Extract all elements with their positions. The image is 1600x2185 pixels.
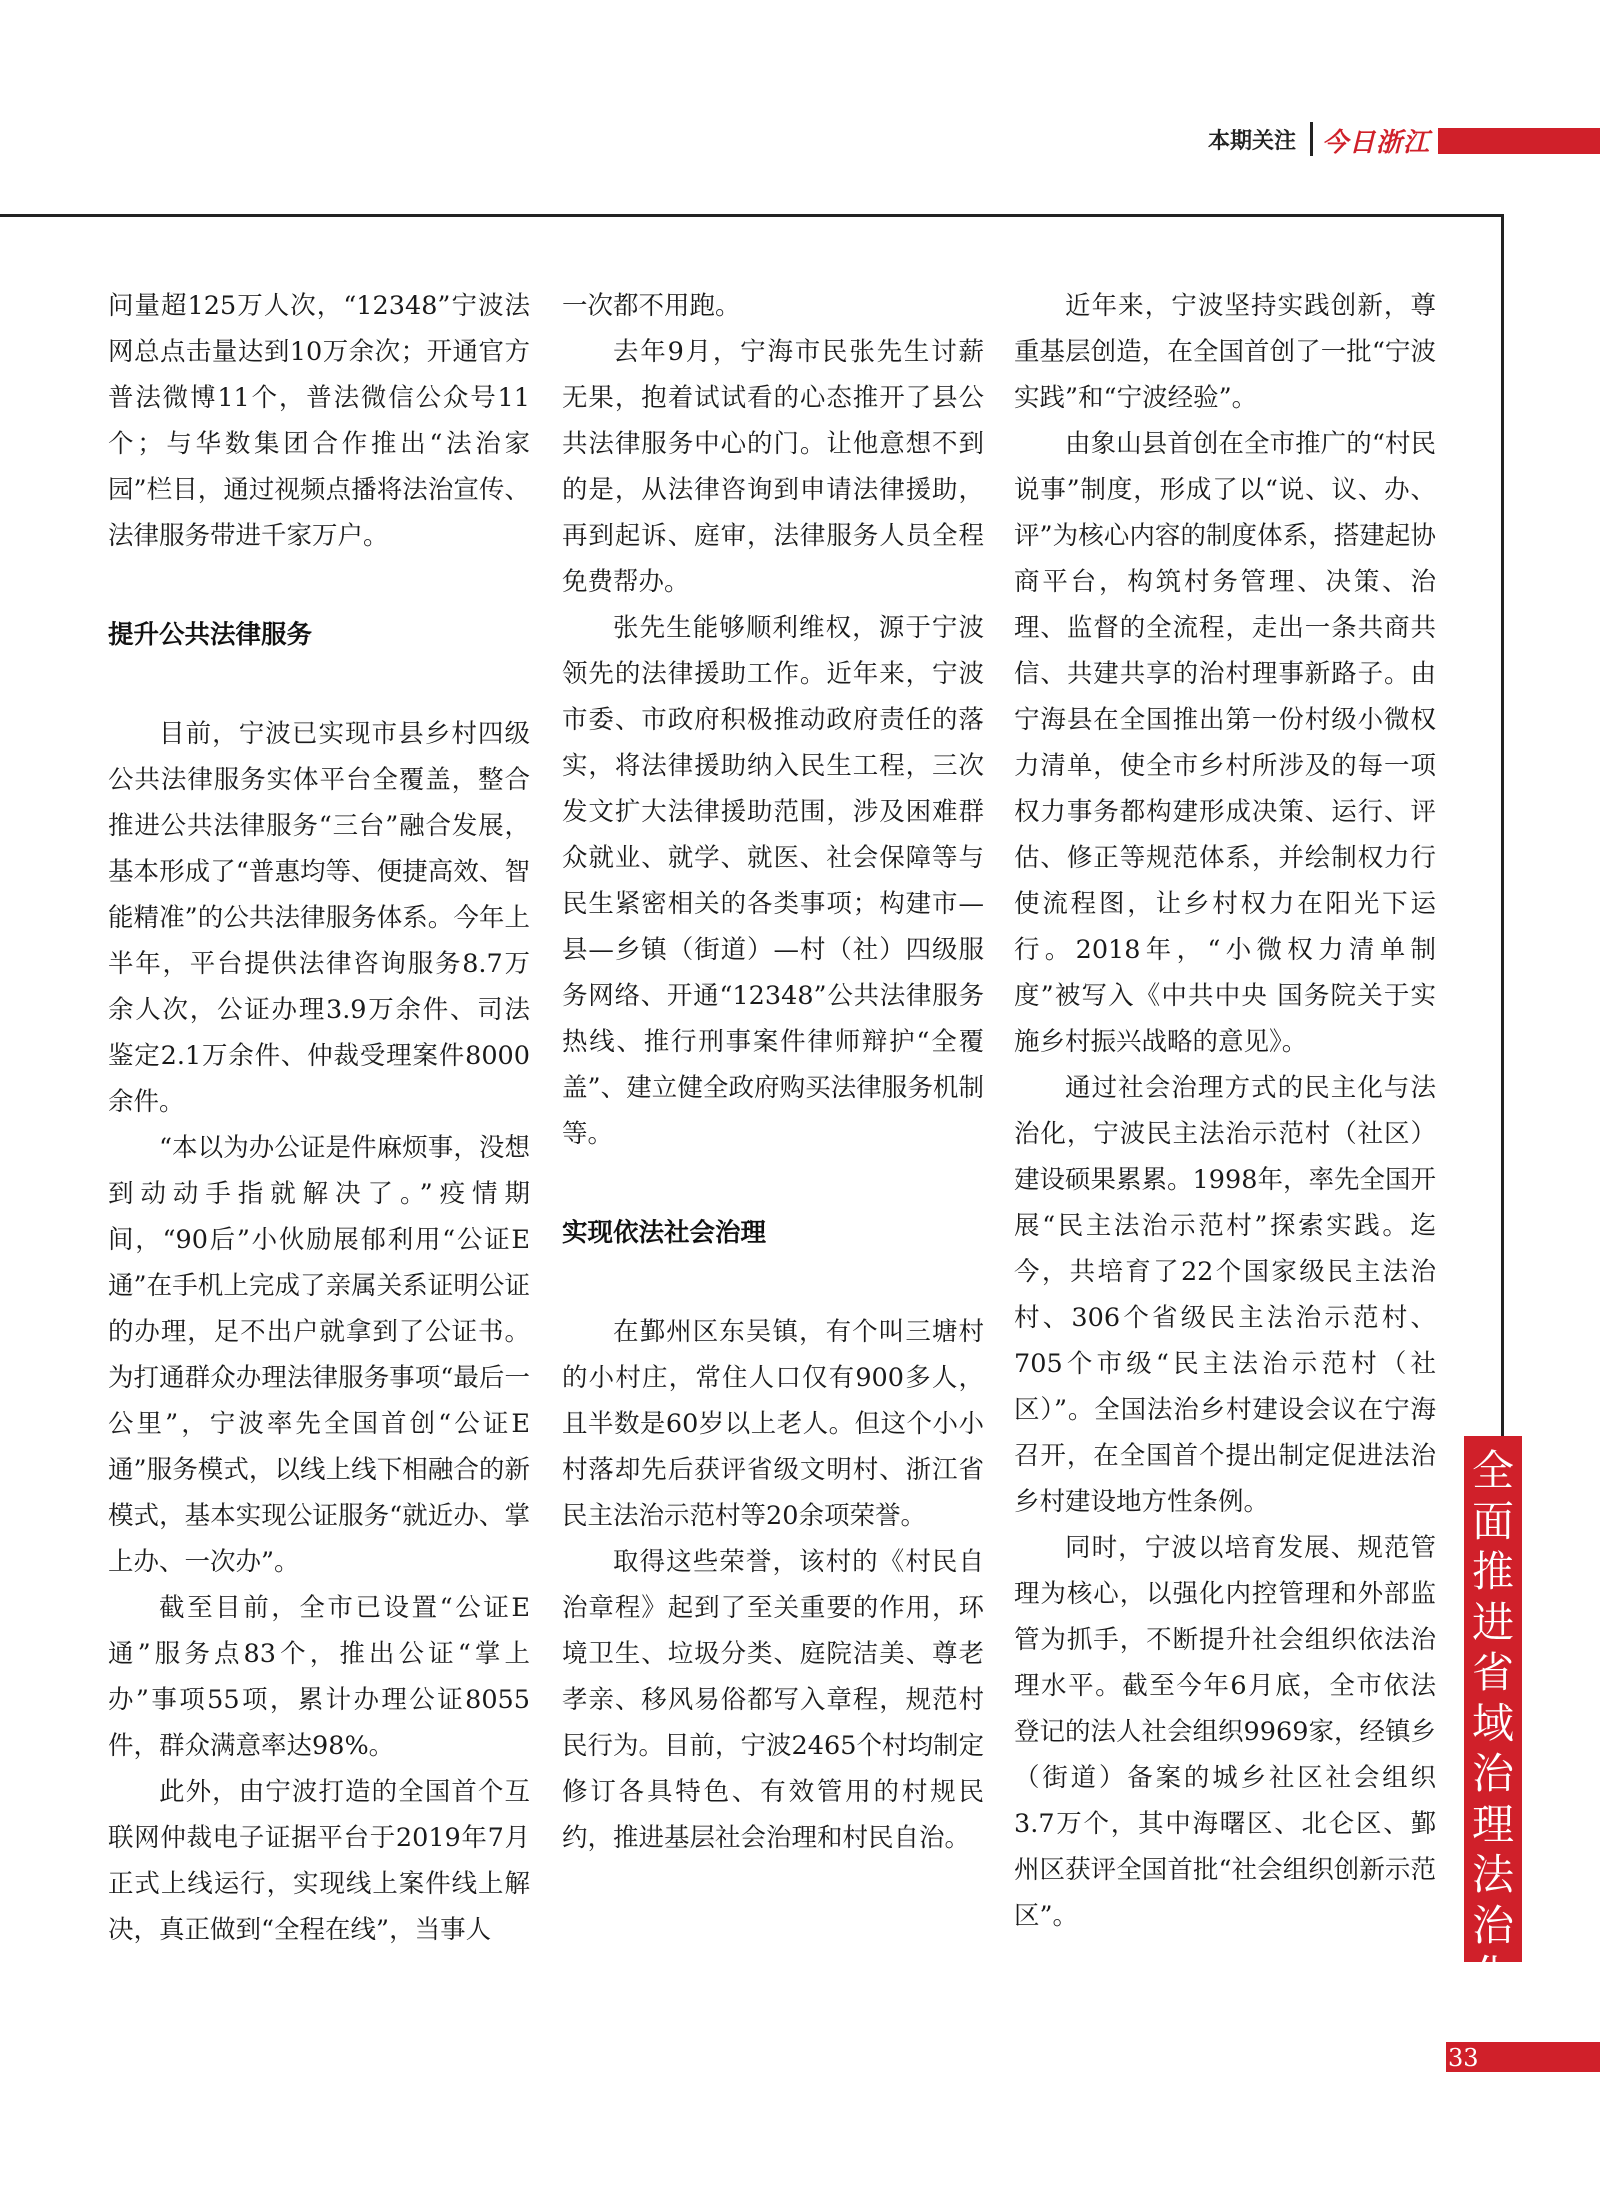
paragraph: 目前，宁波已实现市县乡村四级公共法律服务实体平台全覆盖，整合推进公共法律服务“三台”融合发展，基本形成了“普惠均等、便捷高效、智能精准”的公共法律服务体系。今年上半年，平台提供法律咨询服务8.7万余人次，公证办理3.9万余件、司法鉴定2.1万余件、仲裁受理案件8000余件。 (108, 719, 530, 1117)
title-char: 省 (1471, 1648, 1514, 1697)
paragraph: 在鄞州区东吴镇，有个叫三塘村的小村庄，常住人口仅有900多人，且半数是60岁以上老人。但这个小小村落却先后获评省级文明村、浙江省民主法治示范村等20余项荣誉。 (562, 1317, 984, 1531)
article-column-2 (562, 283, 984, 1861)
paragraph: 一次都不用跑。 (562, 291, 741, 321)
page-number: 33 (1448, 2044, 1479, 2072)
title-char: 域 (1471, 1698, 1514, 1748)
frame-right-line (1501, 214, 1504, 1440)
paragraph: 近年来，宁波坚持实践创新，尊重基层创造，在全国首创了一批“宁波实践”和“宁波经验”。 (1014, 291, 1436, 413)
section-heading: 提升公共法律服务 (108, 620, 313, 650)
paragraph: 通过社会治理方式的民主化与法治化，宁波民主法治示范村（社区）建设硕果累累。1998年，率先全国开展“民主法治示范村”探索实践。迄今，共培育了22个国家级民主法治村、306个省级民主法治示范村、705个市级“民主法治示范村（社区）”。全国法治乡村建设会议在宁海召开，在全国首个提出制定促进法治乡村建设地方性条例。 (1014, 1073, 1436, 1517)
paragraph: 去年9月，宁海市民张先生讨薪无果，抱着试试看的心态推开了县公共法律服务中心的门。让他意想不到的是，从法律咨询到申请法律援助，再到起诉、庭审，法律服务人员全程免费帮办。 (562, 337, 984, 597)
title-char: 治 (1471, 1749, 1514, 1798)
frame-top-line (0, 214, 1504, 217)
header-red-bar (1438, 128, 1600, 154)
title-char: 理 (1471, 1799, 1514, 1849)
paragraph: 同时，宁波以培育发展、规范管理为核心，以强化内控管理和外部监管为抓手，不断提升社会组织依法治理水平。截至今年6月底，全市依法登记的法人社会组织9969家，经镇乡（街道）备案的城乡社区社会组织3.7万个，其中海曙区、北仑区、鄞州区获评全国首批“社会组织创新示范区”。 (1014, 1533, 1436, 1931)
title-char: 全 (1471, 1446, 1514, 1495)
title-char: 面 (1471, 1496, 1514, 1546)
title-char: 法 (1471, 1850, 1514, 1899)
title-char: 化 (1471, 1951, 1514, 2000)
paragraph: 问量超125万人次，“12348”宁波法网总点击量达到10万余次；开通官方普法微博11个，普法微信公众号11个；与华数集团合作推出“法治家园”栏目，通过视频点播将法治宣传、法律服务带进千家万户。 (108, 291, 530, 551)
section-label: 本期关注 (1208, 129, 1297, 154)
title-char: 治 (1471, 1900, 1514, 1950)
title-char: 推 (1471, 1547, 1514, 1596)
paragraph: “本以为办公证是件麻烦事，没想到动动手指就解决了。”疫情期间，“90后”小伙励展郁利用“公证E通”在手机上完成了亲属关系证明公证的办理，足不出户就拿到了公证书。为打通群众办理法律服务事项“最后一公里”，宁波率先全国首创“公证E通”服务模式，以线上线下相融合的新模式，基本实现公证服务“就近办、掌上办、一次办”。 (108, 1133, 530, 1577)
article-column-3 (1014, 283, 1436, 1939)
vertical-title (1464, 1446, 1522, 2002)
title-char: 进 (1471, 1597, 1514, 1647)
paragraph: 张先生能够顺利维权，源于宁波领先的法律援助工作。近年来，宁波市委、市政府积极推动政府责任的落实，将法律援助纳入民生工程，三次发文扩大法律援助范围，涉及困难群众就业、就学、就医、社会保障等与民生紧密相关的各类事项；构建市—县—乡镇（街道）—村（社）四级服务网络、开通“12348”公共法律服务热线、推行刑事案件律师辩护“全覆盖”、建立健全政府购买法律服务机制等。 (562, 613, 984, 1149)
paragraph: 由象山县首创在全市推广的“村民说事”制度，形成了以“说、议、办、评”为核心内容的制度体系，搭建起协商平台，构筑村务管理、决策、治理、监督的全流程，走出一条共商共信、共建共享的治村理事新路子。由宁海县在全国推出第一份村级小微权力清单，使全市乡村所涉及的每一项权力事务都构建形成决策、运行、评估、修正等规范体系，并绘制权力行使流程图，让乡村权力在阳光下运行。2018年，“小微权力清单制度”被写入《中共中央 国务院关于实施乡村振兴战略的意见》。 (1014, 429, 1436, 1057)
vertical-title-banner (1464, 1436, 1522, 2000)
paragraph: 此外，由宁波打造的全国首个互联网仲裁电子证据平台于2019年7月正式上线运行，实现线上案件线上解决，真正做到“全程在线”，当事人 (108, 1777, 530, 1945)
article-column-1 (108, 283, 530, 1953)
page-header (0, 122, 1600, 160)
magazine-logo: 今日浙江 (1322, 128, 1431, 158)
header-separator (1310, 122, 1313, 156)
paragraph: 取得这些荣誉，该村的《村民自治章程》起到了至关重要的作用，环境卫生、垃圾分类、庭院洁美、尊老孝亲、移风易俗都写入章程，规范村民行为。目前，宁波2465个村均制定修订各具特色、有效管用的村规民约，推进基层社会治理和村民自治。 (562, 1547, 984, 1853)
section-heading: 实现依法社会治理 (562, 1218, 767, 1248)
paragraph: 截至目前，全市已设置“公证E通”服务点83个，推出公证“掌上办”事项55项，累计办理公证8055件，群众满意率达98%。 (108, 1593, 530, 1761)
